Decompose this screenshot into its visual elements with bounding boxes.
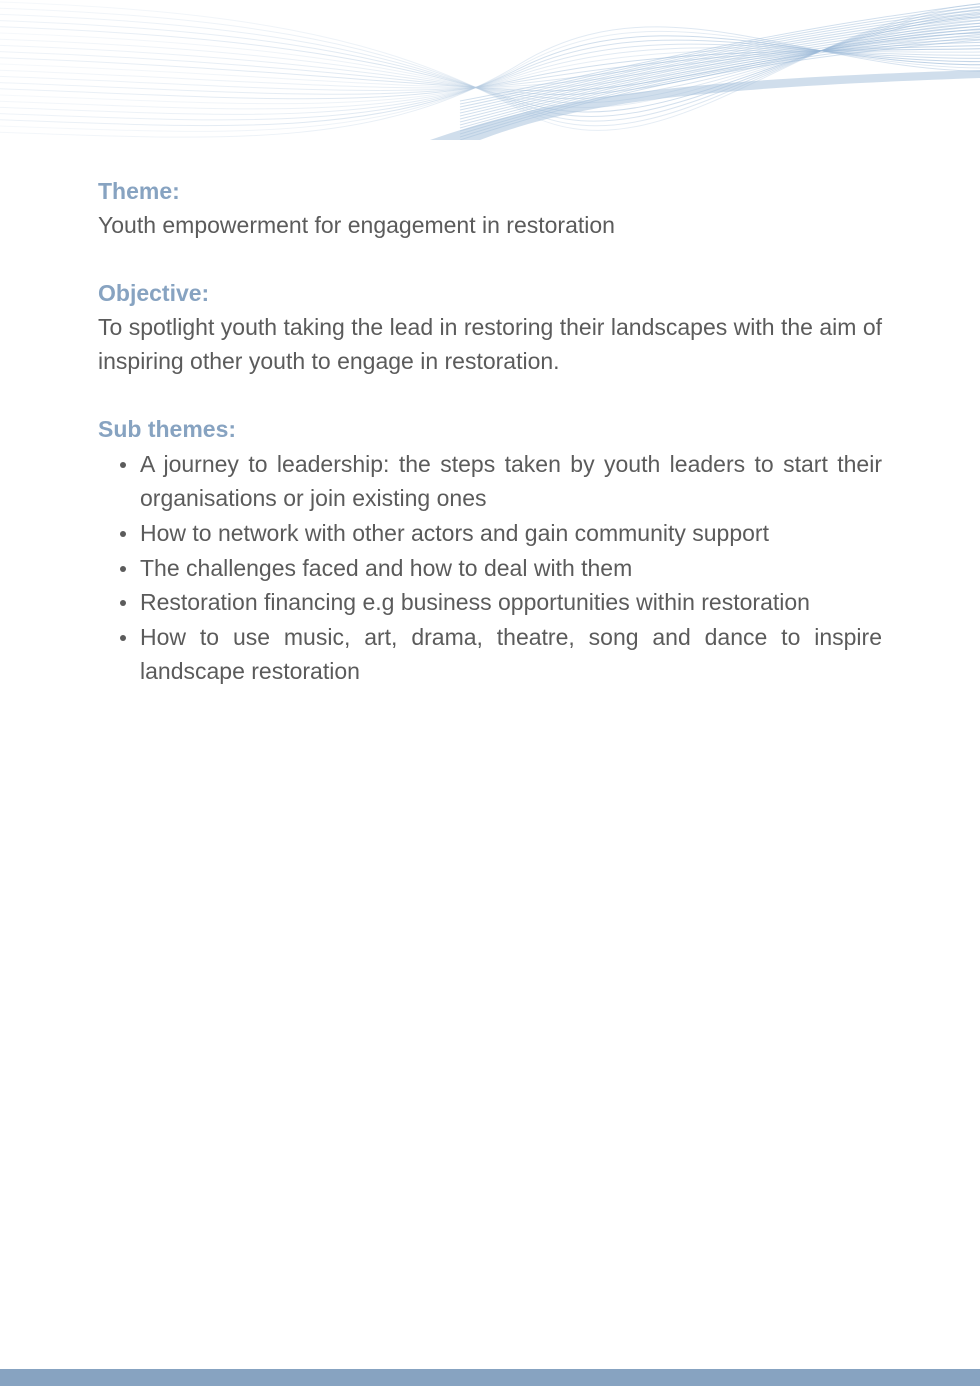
list-item-text: How to use music, art, drama, theatre, song and dance to inspire landscape restoration: [140, 623, 882, 685]
list-item-text: Restoration financing e.g business opportunities within restoration: [140, 589, 810, 616]
theme-text: Youth empowerment for engagement in restoration: [98, 212, 615, 238]
bullet-icon: [120, 531, 126, 537]
sub-themes-heading: Sub themes:: [98, 415, 237, 442]
list-item: [98, 620, 882, 689]
objective-section: [98, 278, 882, 379]
wave-line: [0, 10, 980, 121]
list-item: [98, 447, 882, 516]
theme-heading: Theme:: [98, 178, 180, 204]
bullet-icon: [120, 566, 126, 572]
list-item: [98, 516, 882, 551]
bullet-icon: [120, 462, 126, 468]
document-content: [98, 176, 882, 724]
objective-heading: Objective:: [98, 279, 210, 306]
list-item: [98, 551, 882, 586]
bullet-icon: [120, 635, 126, 641]
objective-text: To spotlight youth taking the lead in restoring their landscapes with the aim of inspiring other youth to engage in restoration.: [98, 313, 882, 375]
footer-bar: [0, 1369, 980, 1386]
theme-section: [98, 176, 882, 243]
list-item-text: The challenges faced and how to deal with them: [140, 554, 633, 581]
sub-themes-list: [98, 447, 882, 689]
list-item-text: How to network with other actors and gain community support: [140, 519, 769, 546]
list-item-text: A journey to leadership: the steps taken by youth leaders to start their organisations or join existing ones: [140, 450, 882, 512]
bullet-icon: [120, 600, 126, 606]
header-wave-graphic: [0, 0, 980, 140]
list-item: [98, 585, 882, 620]
sub-themes-section: [98, 414, 882, 689]
